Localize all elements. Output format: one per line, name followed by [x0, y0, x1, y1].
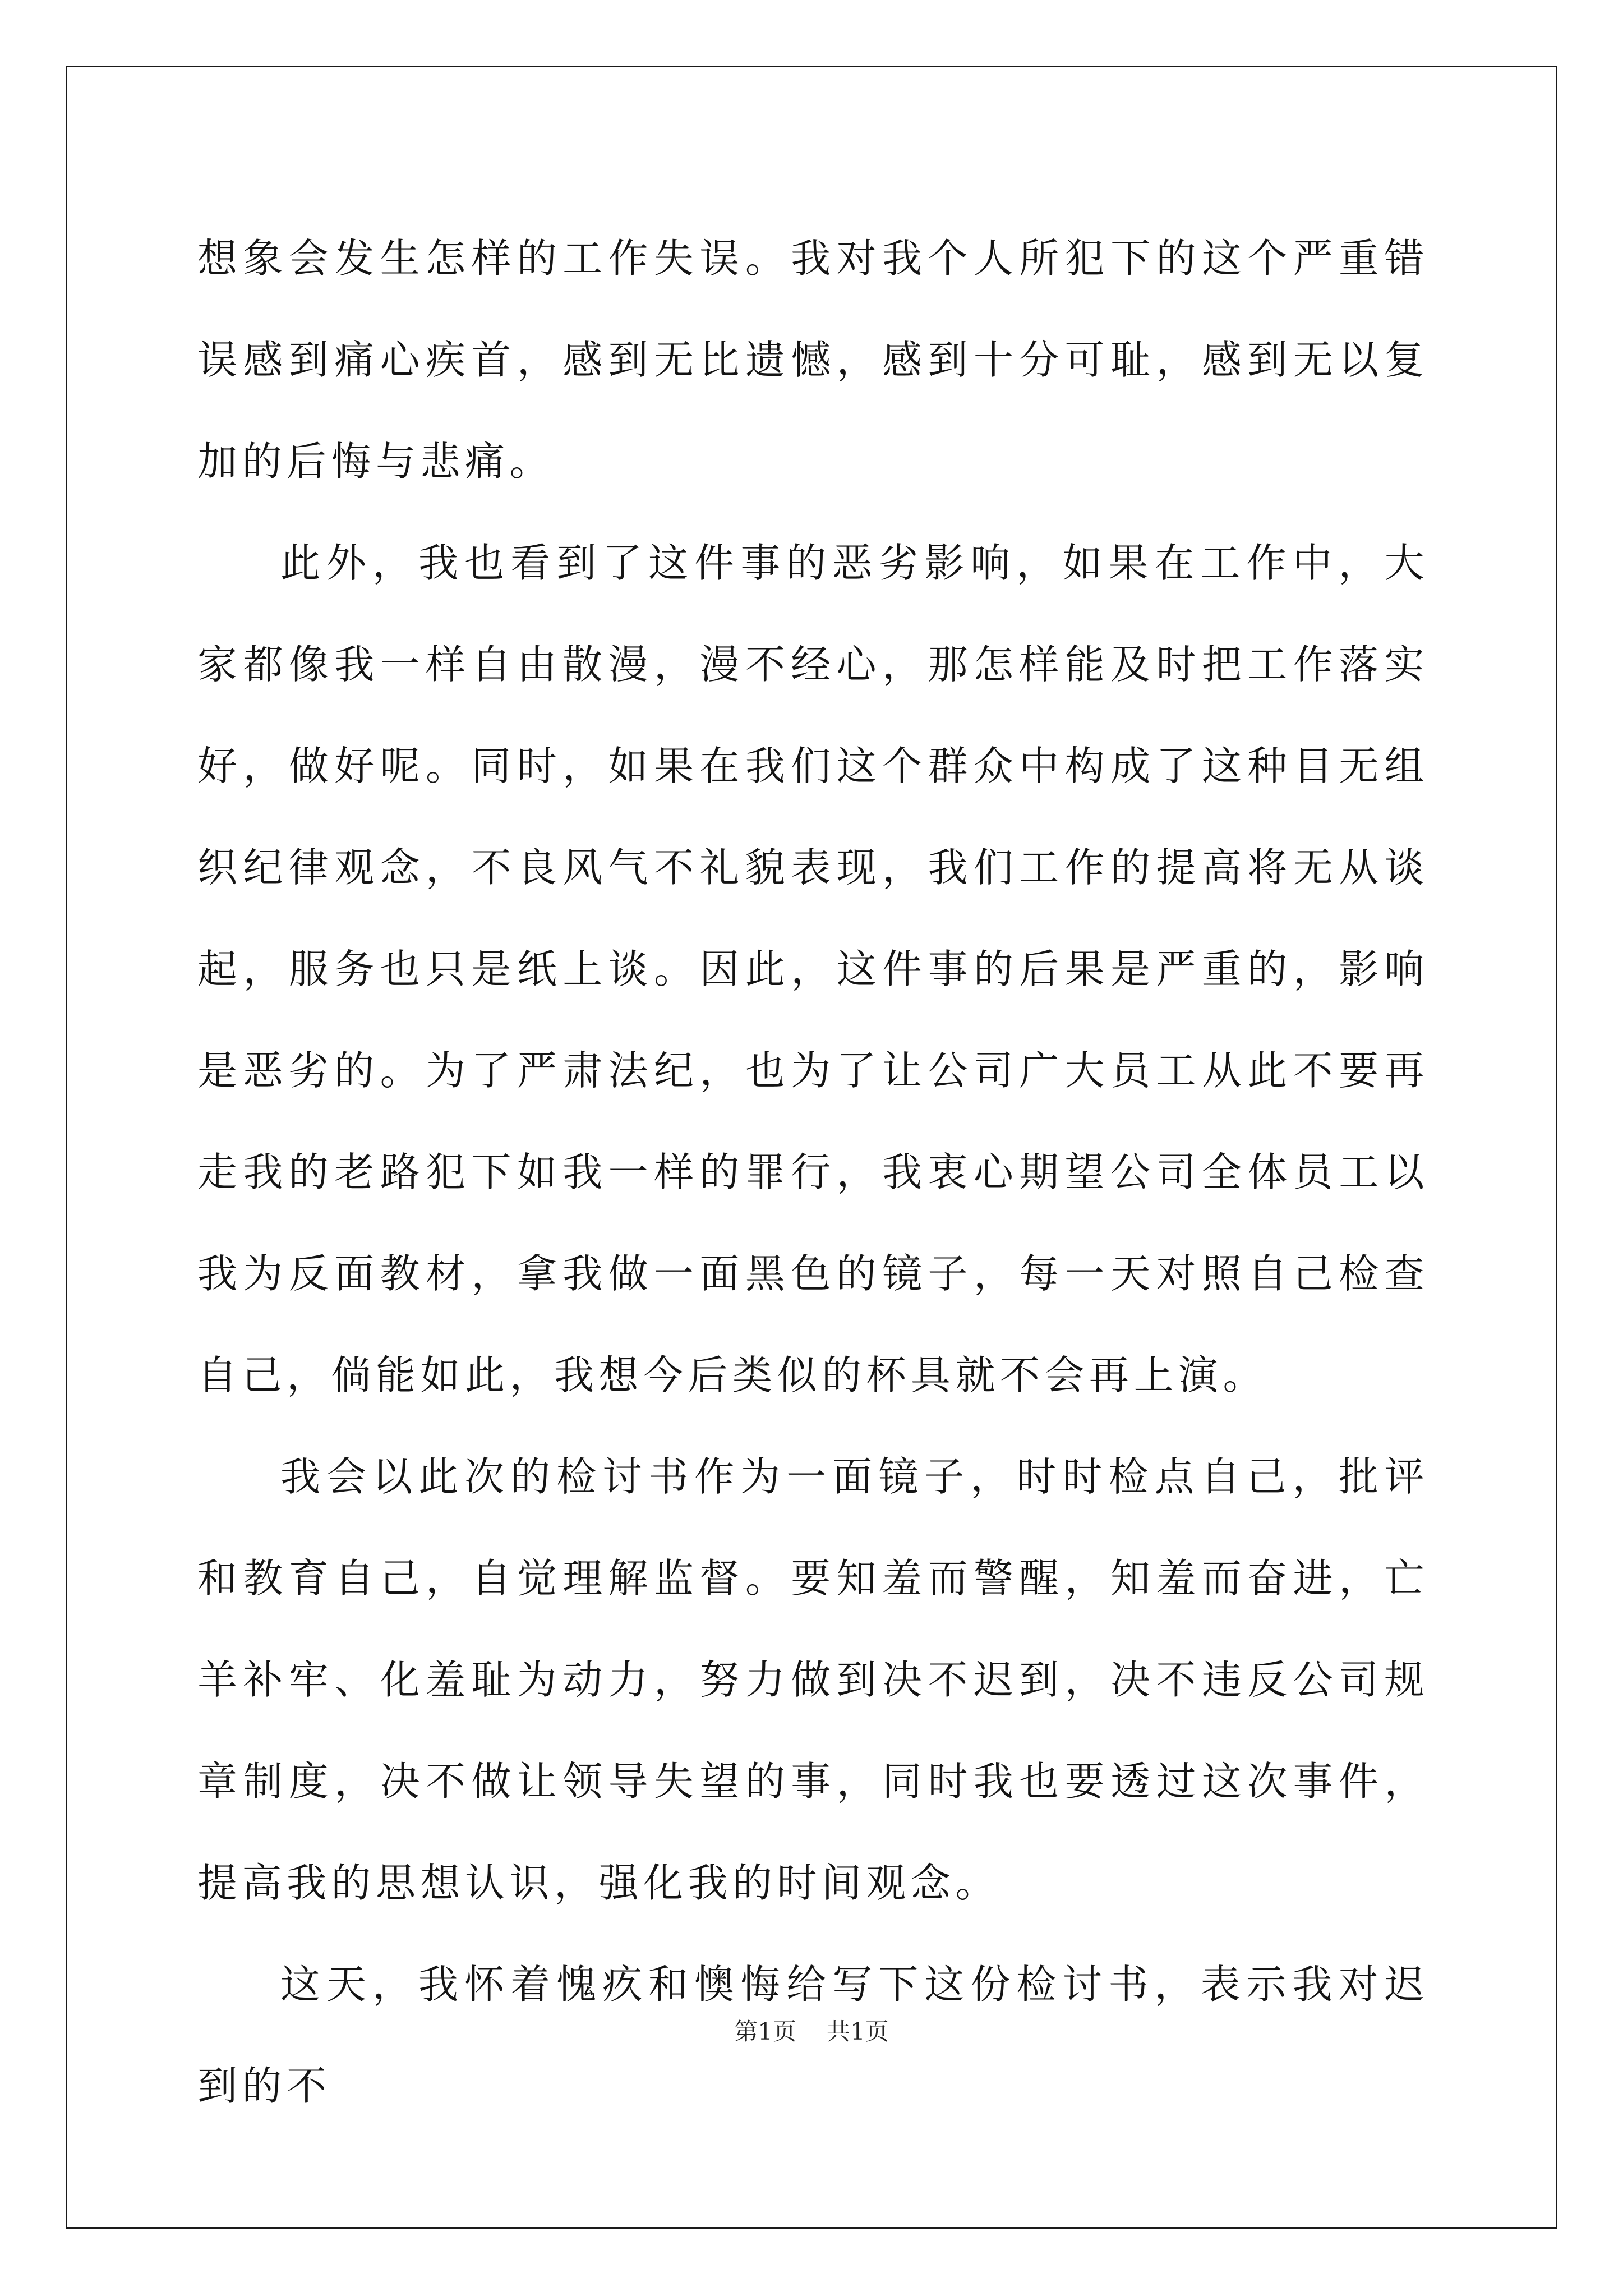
page-number-current: 第1页: [734, 2018, 796, 2045]
document-body: [197, 208, 1429, 2137]
page-footer: [0, 2015, 1623, 2049]
page-number-total: 共1页: [827, 2018, 889, 2045]
paragraph-1: 想象会发生怎样的工作失误。我对我个人所犯下的这个严重错误感到痛心疾首，感到无比遗憾，感到十分可耻，感到无以复加的后悔与悲痛。: [197, 235, 1429, 485]
paragraph-4: 这天，我怀着愧疚和懊悔给写下这份检讨书，表示我对迟到的不: [197, 1961, 1429, 2109]
paragraph-2: 此外，我也看到了这件事的恶劣影响，如果在工作中，大家都像我一样自由散漫，漫不经心，那怎样能及时把工作落实好，做好呢。同时，如果在我们这个群众中构成了这种目无组织纪律观念，不良风气不礼貌表现，我们工作的提高将无从谈起，服务也只是纸上谈。因此，这件事的后果是严重的，影响是恶劣的。为了严肃法纪，也为了让公司广大员工从此不要再走我的老路犯下如我一样的罪行，我衷心期望公司全体员工以我为反面教材，拿我做一面黑色的镜子，每一天对照自己检查自己，倘能如此，我想今后类似的杯具就不会再上演。: [197, 540, 1429, 1398]
paragraph-3: 我会以此次的检讨书作为一面镜子，时时检点自己，批评和教育自己，自觉理解监督。要知羞而警醒，知羞而奋进，亡羊补牢、化羞耻为动力，努力做到决不迟到，决不违反公司规章制度，决不做让领导失望的事，同时我也要透过这次事件，提高我的思想认识，强化我的时间观念。: [197, 1453, 1429, 1906]
